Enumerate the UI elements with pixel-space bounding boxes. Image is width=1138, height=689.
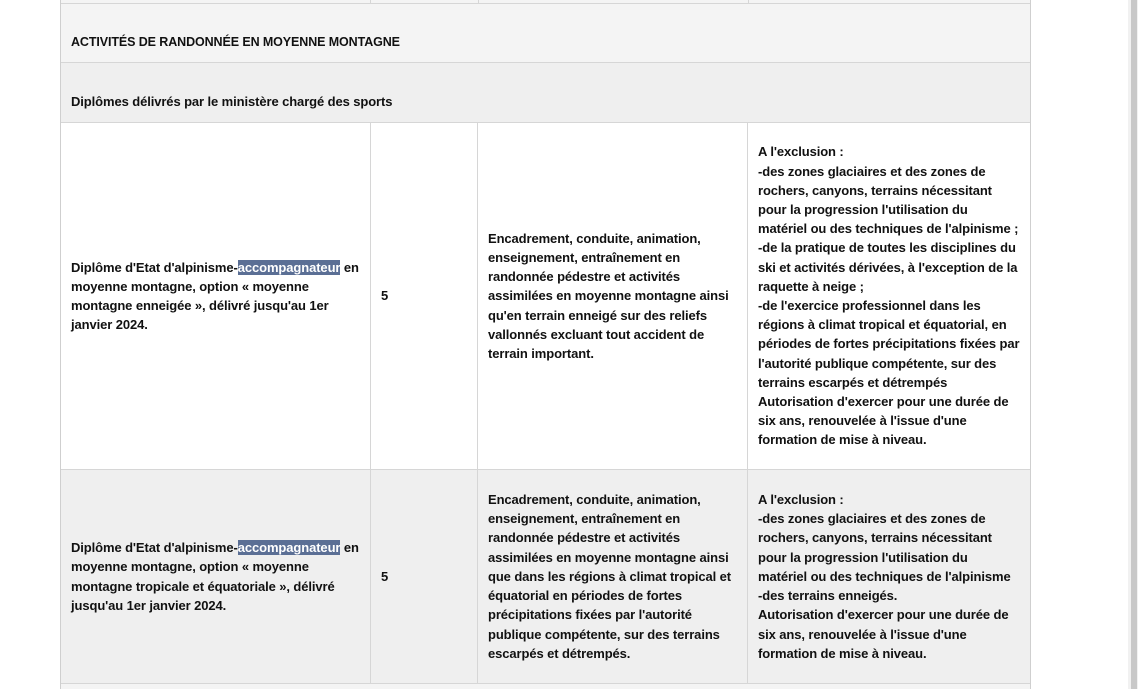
level-cell: 5: [371, 123, 478, 469]
restrictions-cell: [748, 123, 1030, 469]
search-highlight: accompagnateur: [237, 259, 341, 275]
restriction-line: Autorisation d'exercer pour une durée de six ans, renouvelée à l'issue d'une formation de mise à niveau.: [758, 607, 1009, 661]
diploma-cell: [61, 470, 371, 683]
conditions-cell: Encadrement, conduite, animation, enseignement, entraînement en randonnée pédestre et activités assimilées en moyenne montagne ainsi que dans les régions à climat tropical et équatorial en périodes de fortes précipitations fixées par l'autorité publique compétente, sur des terrains escarpés et détrempés.: [478, 470, 748, 683]
restrictions-cell: [748, 470, 1030, 683]
conditions-cell: Encadrement, conduite, animation, enseignement, entraînement en randonnée pédestre et activités assimilées en moyenne montagne ainsi qu'en terrain enneigé sur des reliefs vallonnés excluant tout accident de terrain important.: [478, 123, 748, 469]
restriction-line: Autorisation d'exercer pour une durée de six ans, renouvelée à l'issue d'une formation de mise à niveau.: [758, 394, 1009, 448]
restriction-line: -de l'exercice professionnel dans les régions à climat tropical et équatorial, en périodes de fortes précipitations fixées par l'autorité publique compétente, sur des terrains escarpés et détrempés: [758, 298, 1020, 390]
restriction-line: -des terrains enneigés.: [758, 588, 898, 604]
table-row: [61, 470, 1030, 684]
restriction-line: -des zones glaciaires et des zones de rochers, canyons, terrains nécessitant pour la progression l'utilisation du matériel ou des techniques de l'alpinisme: [758, 511, 1011, 584]
diploma-cell: [61, 123, 371, 469]
section-header-row: [61, 4, 1030, 63]
diploma-name: Diplôme d'Etat d'alpinisme-accompagnateur en moyenne montagne, option « moyenne montagne tropicale et équatoriale », délivré jusqu'au 1er janvier 2024.: [71, 540, 359, 613]
restriction-line: -des zones glaciaires et des zones de rochers, canyons, terrains nécessitant pour la progression l'utilisation du matériel ou des techniques de l'alpinisme ;: [758, 163, 1019, 237]
level-cell: 5: [371, 470, 478, 683]
search-highlight: accompagnateur: [237, 540, 341, 556]
restriction-line: A l'exclusion :: [758, 492, 844, 508]
diploma-table: [60, 0, 1031, 689]
subsection-header-row: [61, 63, 1030, 123]
restriction-line: -de la pratique de toutes les disciplines du ski et activités dérivées, à l'exception de la raquette à neige ;: [758, 240, 1018, 294]
section-title: ACTIVITÉS DE RANDONNÉE EN MOYENNE MONTAGNE: [71, 34, 400, 49]
table-row-stub-bottom: [61, 684, 1030, 689]
diploma-name: Diplôme d'Etat d'alpinisme-accompagnateur en moyenne montagne, option « moyenne montagne enneigée », délivré jusqu'au 1er janvier 2024.: [71, 259, 359, 333]
restriction-line: A l'exclusion :: [758, 144, 844, 160]
table-row: [61, 123, 1030, 470]
scrollbar-thumb[interactable]: [1131, 0, 1137, 689]
subsection-title: Diplômes délivrés par le ministère chargé des sports: [71, 94, 393, 110]
